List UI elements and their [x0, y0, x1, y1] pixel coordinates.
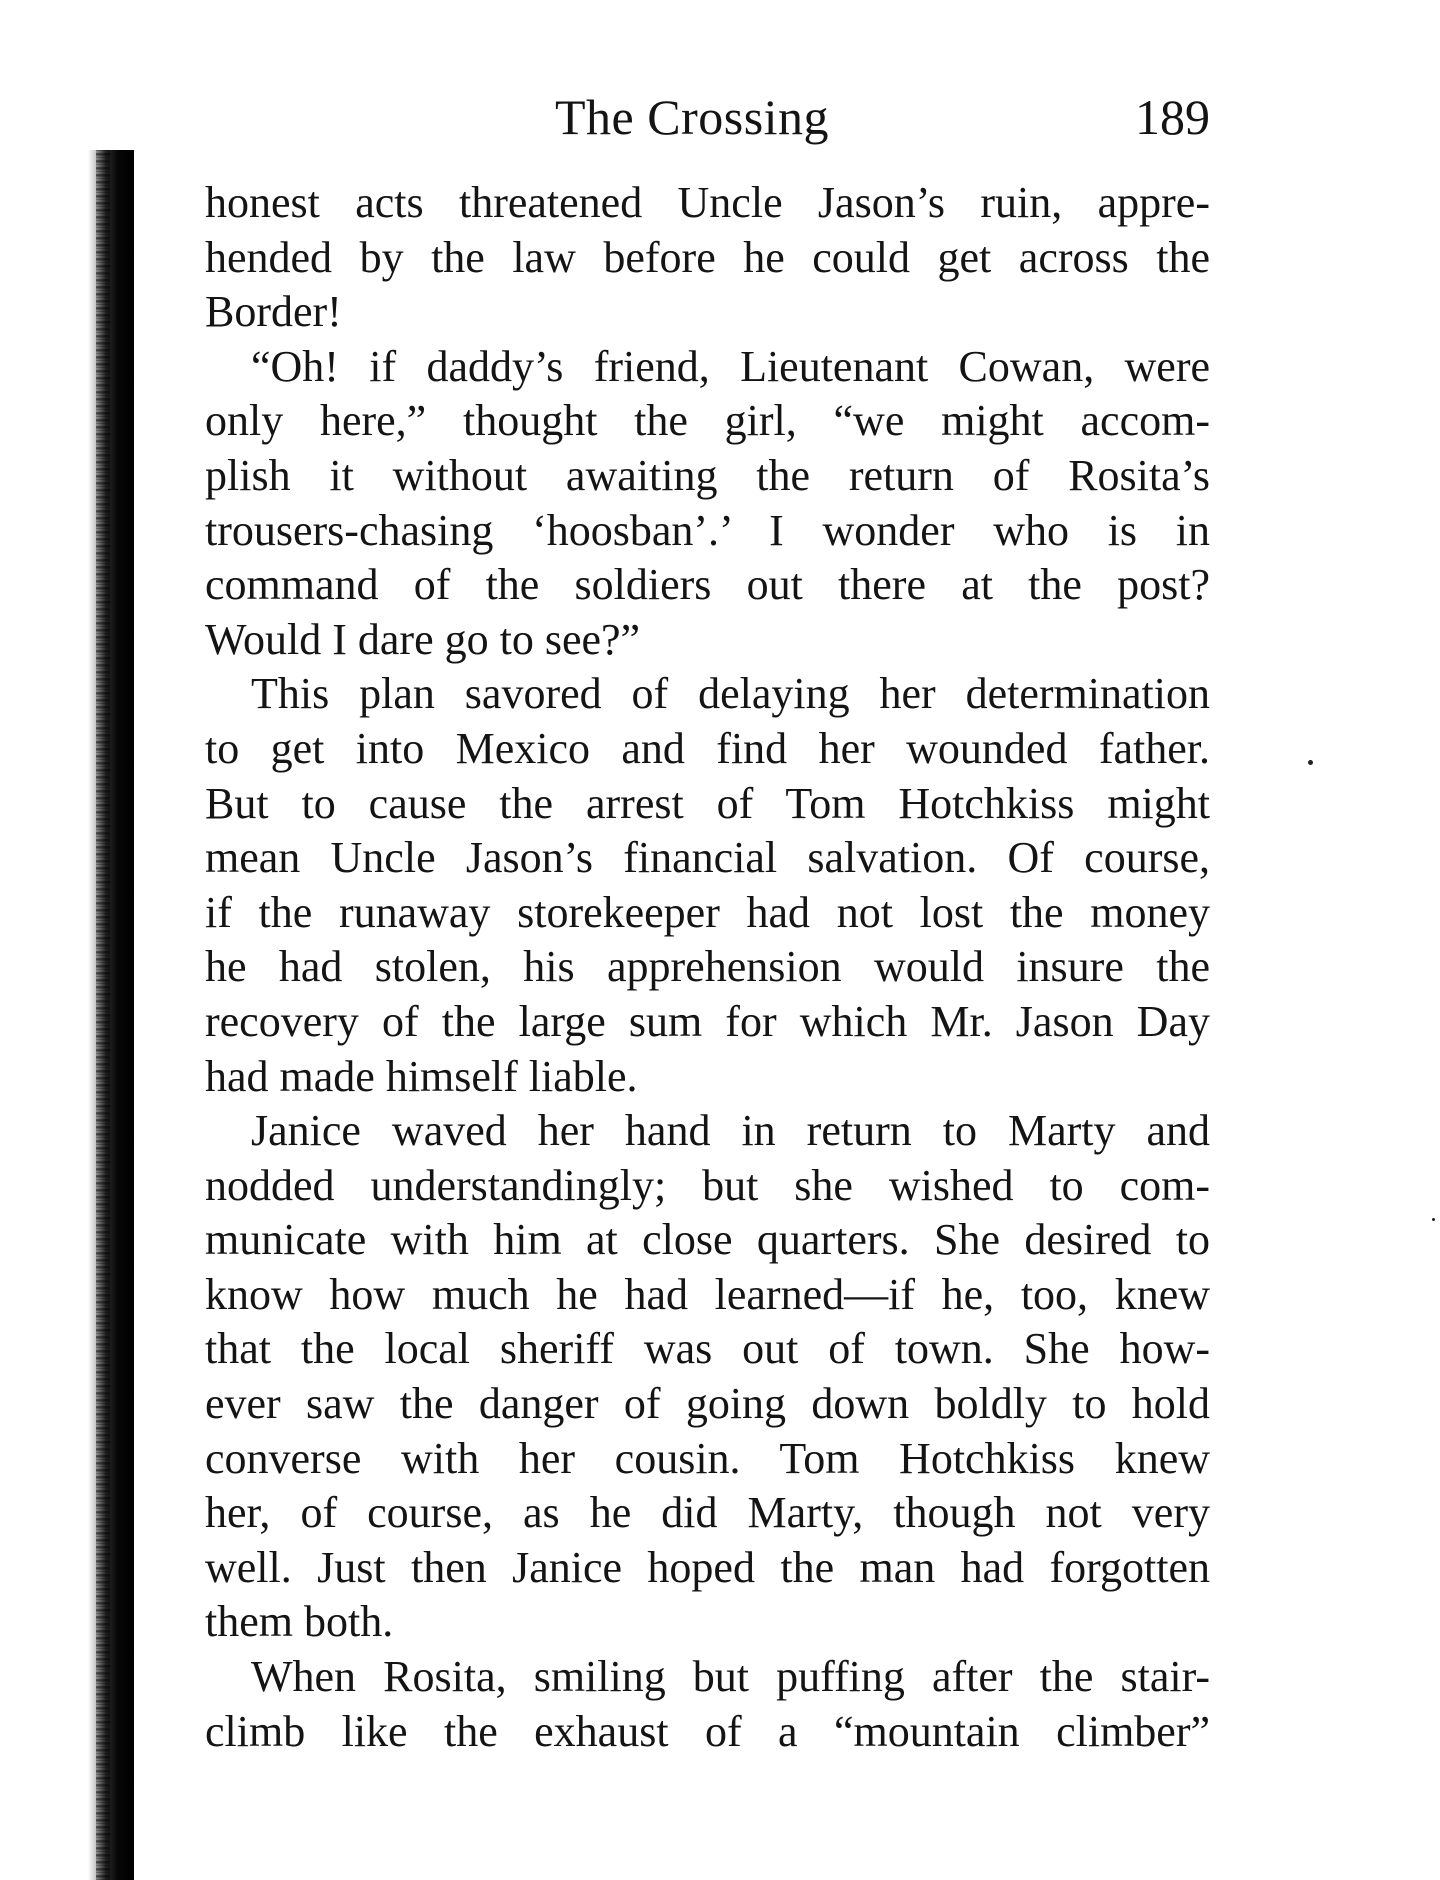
text-line: know how much he had learned—if he, too, knew: [205, 1269, 1210, 1319]
text-line: he had stolen, his apprehension would insure the: [205, 942, 1210, 992]
text-line: “Oh! if daddy’s friend, Lieutenant Cowan, were: [251, 341, 1210, 391]
text-line: her, of course, as he did Marty, though not very: [205, 1488, 1210, 1538]
binding-shadow: [88, 150, 134, 1880]
text-line: to get into Mexico and find her wounded father.: [205, 723, 1210, 773]
text-line: mean Uncle Jason’s financial salvation. Of course,: [205, 833, 1210, 883]
text-line: hended by the law before he could get across the: [205, 232, 1210, 282]
text-line: But to cause the arrest of Tom Hotchkiss might: [205, 778, 1210, 828]
text-line: trousers-chasing ‘hoosban’.’ I wonder who is in: [205, 505, 1210, 555]
body-text: [205, 176, 1210, 1759]
text-line: honest acts threatened Uncle Jason’s ruin, appre-: [205, 178, 1210, 227]
scan-speck: [1308, 760, 1313, 765]
text-line: nodded understandingly; but she wished to com-: [205, 1160, 1210, 1210]
text-line: them both.: [205, 1597, 394, 1647]
page-header: [205, 88, 1210, 158]
text-line: ever saw the danger of going down boldly to hold: [205, 1379, 1210, 1429]
text-line: plish it without awaiting the return of Rosita’s: [205, 450, 1210, 500]
text-line: municate with him at close quarters. She desired to: [205, 1215, 1210, 1265]
text-line: Janice waved her hand in return to Marty and: [251, 1106, 1210, 1156]
text-line: had made himself liable.: [205, 1051, 638, 1101]
running-title: The Crossing: [555, 89, 830, 145]
text-line: When Rosita, smiling but puffing after the stair-: [251, 1652, 1210, 1702]
text-line: if the runaway storekeeper had not lost the money: [205, 887, 1210, 937]
text-line: This plan savored of delaying her determination: [251, 669, 1210, 719]
text-line: converse with her cousin. Tom Hotchkiss knew: [205, 1433, 1210, 1483]
text-line: recovery of the large sum for which Mr. Jason Day: [205, 996, 1210, 1046]
text-line: climb like the exhaust of a “mountain climber”: [205, 1706, 1210, 1756]
page-number: 189: [1135, 89, 1210, 145]
text-line: only here,” thought the girl, “we might accom-: [205, 396, 1210, 446]
scan-speck: [1432, 1218, 1435, 1221]
text-line: that the local sheriff was out of town. She how-: [205, 1324, 1210, 1374]
binding-edge: [96, 150, 110, 1880]
text-line: Would I dare go to see?”: [205, 614, 641, 664]
text-line: well. Just then Janice hoped the man had forgotten: [205, 1542, 1210, 1592]
text-line: command of the soldiers out there at the post?: [205, 560, 1210, 610]
text-line: Border!: [205, 287, 342, 337]
